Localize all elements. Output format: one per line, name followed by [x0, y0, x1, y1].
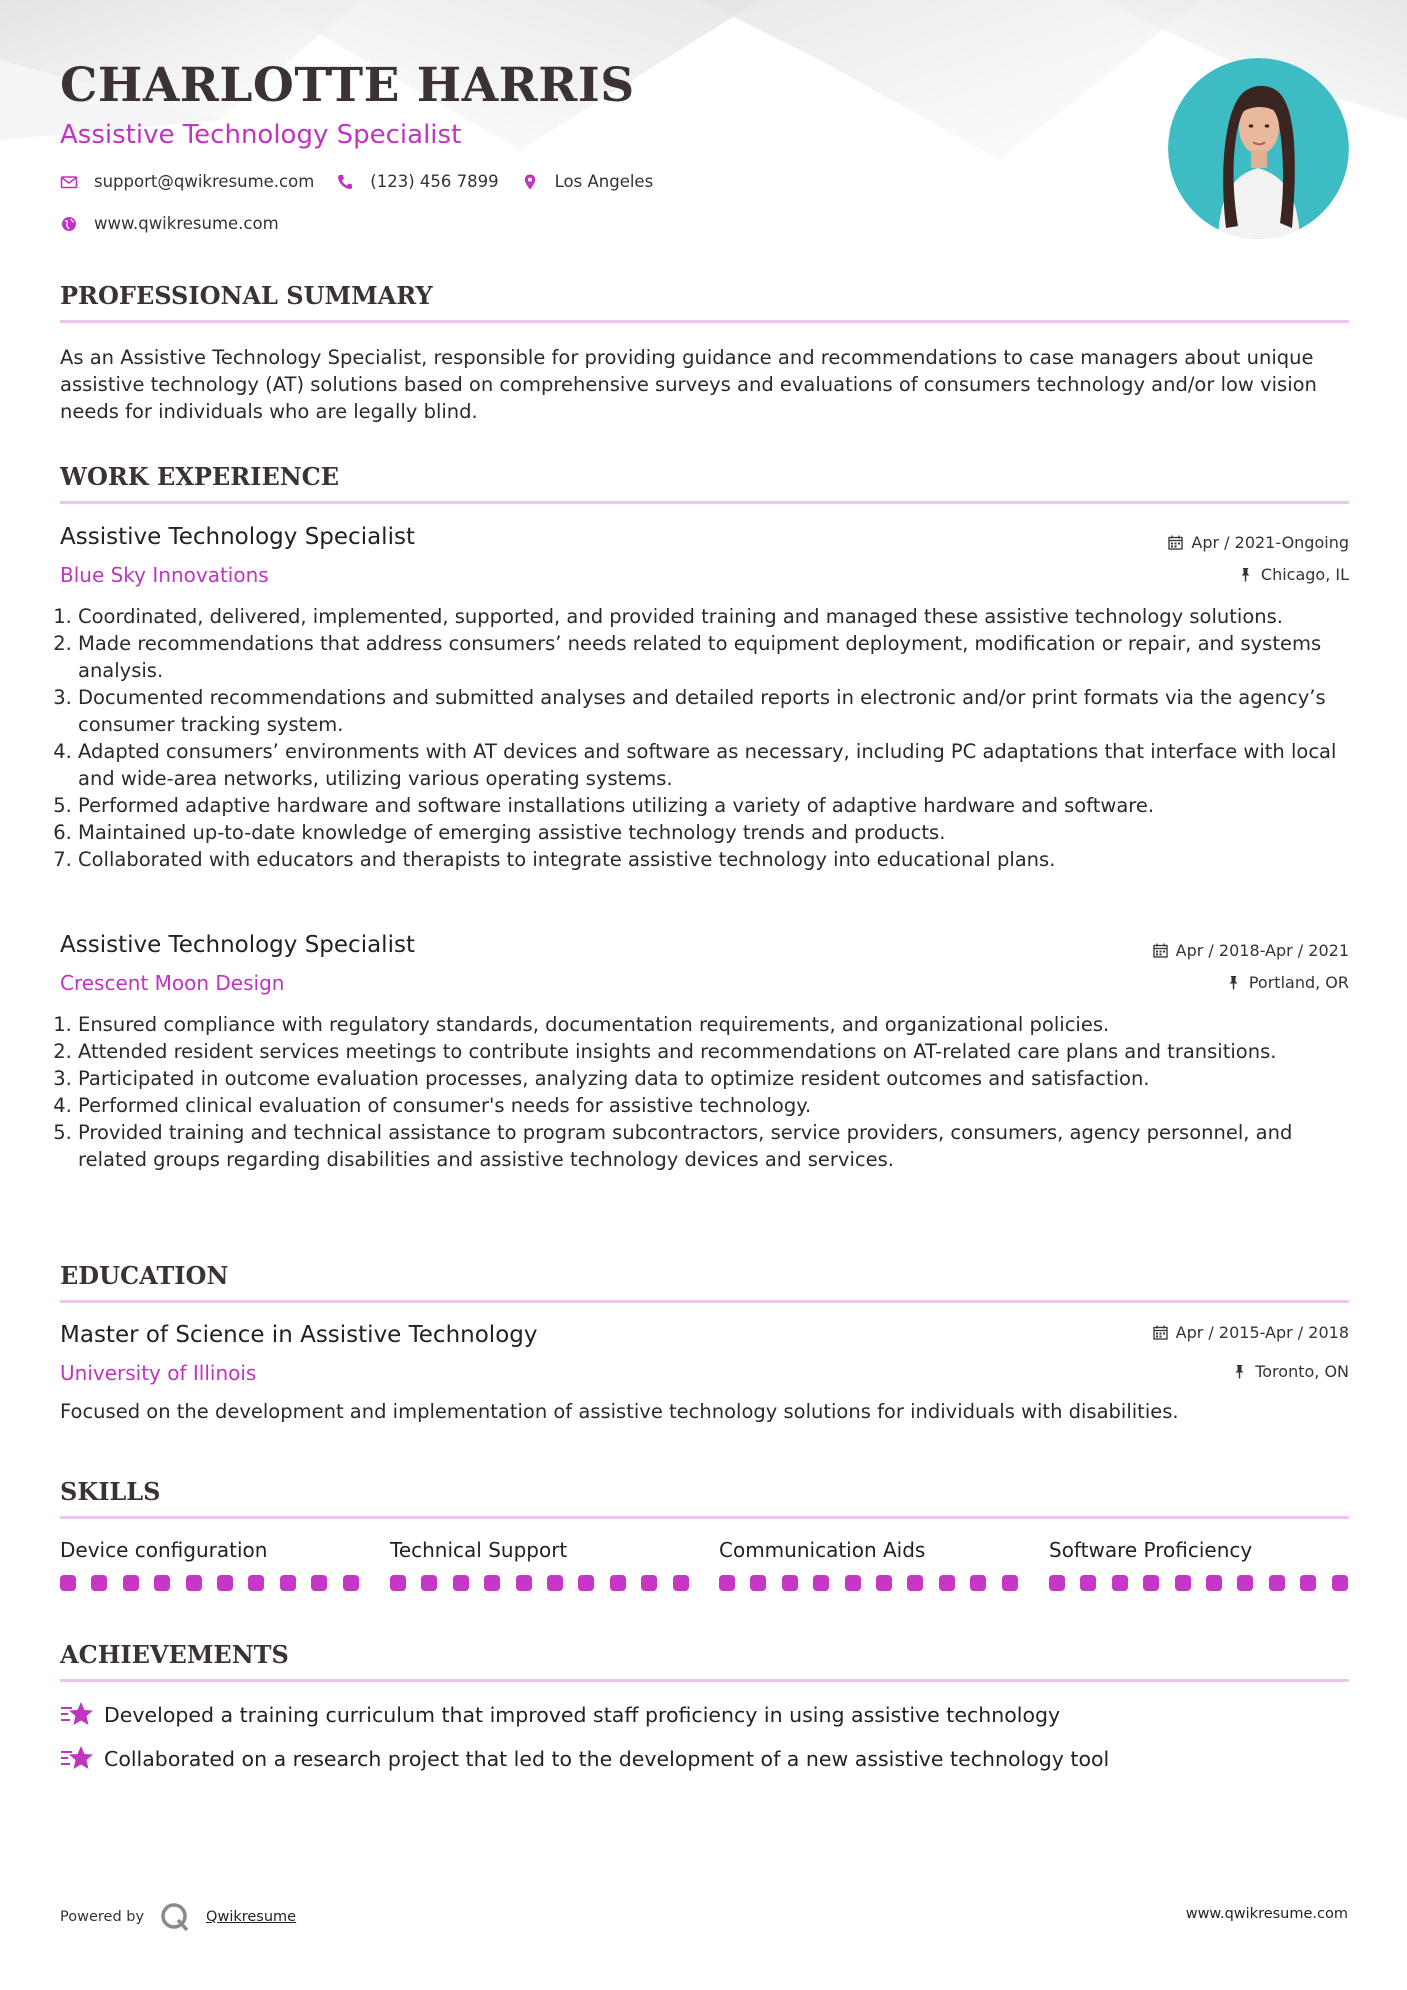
calendar-icon — [1153, 1325, 1168, 1340]
skill-rating-dot — [217, 1575, 233, 1591]
job-1-location — [1238, 565, 1349, 584]
list-item: 3. Documented recommendations and submitted analyses and detailed reports in electronic and/or print formats via the agency’s consumer tracking system. — [78, 684, 1367, 738]
achievement-2 — [60, 1744, 1109, 1774]
skill-rating-dot — [547, 1575, 563, 1591]
contact-website[interactable] — [60, 214, 279, 233]
phone-text: (123) 456 7899 — [370, 172, 499, 191]
skill-4-name: Software Proficiency — [1049, 1538, 1253, 1562]
job-2-location-text: Portland, OR — [1248, 973, 1349, 992]
list-item: 2. Made recommendations that address consumers’ needs related to equipment deployment, modification or repair, and systems analysis. — [78, 630, 1367, 684]
skill-rating-dot — [248, 1575, 264, 1591]
job-1-title: Assistive Technology Specialist — [60, 524, 415, 550]
skill-rating-dot — [610, 1575, 626, 1591]
star-award-icon — [60, 1700, 94, 1730]
achievement-1 — [60, 1700, 1060, 1730]
education-date — [1153, 1323, 1349, 1342]
list-item: 2. Attended resident services meetings to contribute insights and recommendations on AT-related care plans and transitions. — [78, 1038, 1367, 1065]
skill-1-rating — [60, 1575, 359, 1591]
experience-heading: WORK EXPERIENCE — [60, 462, 1349, 504]
envelope-icon — [60, 173, 78, 191]
list-item: 4. Performed clinical evaluation of consumer's needs for assistive technology. — [78, 1092, 1367, 1119]
footer-powered-by — [60, 1900, 296, 1934]
skill-rating-dot — [813, 1575, 829, 1591]
job-2-location — [1226, 973, 1349, 992]
qwikresume-logo-icon — [158, 1900, 192, 1934]
skill-rating-dot — [907, 1575, 923, 1591]
skill-3-name: Communication Aids — [719, 1538, 926, 1562]
skill-rating-dot — [1300, 1575, 1316, 1591]
footer-website[interactable]: www.qwikresume.com — [1185, 1906, 1348, 1922]
website-text: www.qwikresume.com — [94, 214, 279, 233]
skill-rating-dot — [1112, 1575, 1128, 1591]
powered-by-label: Powered by — [60, 1909, 145, 1925]
skill-rating-dot — [1269, 1575, 1285, 1591]
list-item: 3. Participated in outcome evaluation processes, analyzing data to optimize resident outcomes and satisfaction. — [78, 1065, 1367, 1092]
contact-row-1 — [60, 172, 675, 191]
skill-rating-dot — [1175, 1575, 1191, 1591]
location-text: Los Angeles — [554, 172, 654, 191]
skill-rating-dot — [641, 1575, 657, 1591]
skill-rating-dot — [1332, 1575, 1348, 1591]
skill-rating-dot — [154, 1575, 170, 1591]
skill-rating-dot — [484, 1575, 500, 1591]
list-item: 5. Provided training and technical assistance to program subcontractors, service providers, consumers, agency personnel, and related groups regarding disabilities and assistive technology devices and services. — [78, 1119, 1367, 1173]
education-heading: EDUCATION — [60, 1261, 1349, 1303]
list-item: 6. Maintained up-to-date knowledge of emerging assistive technology trends and products. — [78, 819, 1367, 846]
email-text: support@qwikresume.com — [94, 172, 315, 191]
skill-rating-dot — [1002, 1575, 1018, 1591]
skill-2-rating — [390, 1575, 689, 1591]
list-item: 7. Collaborated with educators and therapists to integrate assistive technology into educational plans. — [78, 846, 1367, 873]
skill-rating-dot — [673, 1575, 689, 1591]
education-description: Focused on the development and implementation of assistive technology solutions for individuals with disabilities. — [60, 1400, 1179, 1423]
avatar-portrait — [1168, 58, 1349, 239]
education-location-text: Toronto, ON — [1255, 1362, 1349, 1381]
qwikresume-link[interactable]: Qwikresume — [206, 1909, 297, 1925]
skill-rating-dot — [1049, 1575, 1065, 1591]
list-item: 1. Ensured compliance with regulatory standards, documentation requirements, and organizational policies. — [78, 1011, 1367, 1038]
contact-email[interactable] — [60, 172, 314, 191]
contact-phone[interactable] — [336, 172, 498, 191]
achievements-heading: ACHIEVEMENTS — [60, 1640, 1349, 1682]
list-item: 1. Coordinated, delivered, implemented, supported, and provided training and managed these assistive technology solutions. — [78, 603, 1367, 630]
summary-heading: PROFESSIONAL SUMMARY — [60, 281, 1349, 323]
skill-rating-dot — [1206, 1575, 1222, 1591]
skill-rating-dot — [970, 1575, 986, 1591]
education-school: University of Illinois — [60, 1361, 257, 1385]
skill-rating-dot — [343, 1575, 359, 1591]
pushpin-icon — [1238, 567, 1253, 582]
list-item: 4. Adapted consumers’ environments with AT devices and software as necessary, including PC adaptations that interface with local and wide-area networks, utilizing various operating systems. — [78, 738, 1367, 792]
skill-rating-dot — [939, 1575, 955, 1591]
summary-text: As an Assistive Technology Specialist, responsible for providing guidance and recommendations to case managers about unique assistive technology (AT) solutions based on comprehensive surveys and evaluations of consumers technology and/or low vision needs for individuals who are legally blind. — [60, 346, 1317, 423]
skill-rating-dot — [845, 1575, 861, 1591]
job-2-title: Assistive Technology Specialist — [60, 932, 415, 958]
skill-3-rating — [719, 1575, 1018, 1591]
skill-rating-dot — [91, 1575, 107, 1591]
job-1-bullets — [60, 603, 1367, 873]
map-pin-icon — [521, 173, 539, 191]
skill-rating-dot — [578, 1575, 594, 1591]
job-2-date-text: Apr / 2018-Apr / 2021 — [1175, 941, 1349, 960]
achievement-2-text: Collaborated on a research project that led to the development of a new assistive technology tool — [104, 1747, 1110, 1771]
skill-rating-dot — [1143, 1575, 1159, 1591]
skill-rating-dot — [516, 1575, 532, 1591]
skill-2-name: Technical Support — [390, 1538, 568, 1562]
education-location — [1232, 1362, 1349, 1381]
job-1-date — [1168, 533, 1349, 552]
achievement-1-text: Developed a training curriculum that improved staff proficiency in using assistive technology — [104, 1703, 1061, 1727]
skill-rating-dot — [421, 1575, 437, 1591]
skill-rating-dot — [60, 1575, 76, 1591]
skill-4-rating — [1049, 1575, 1348, 1591]
job-2-bullets — [60, 1011, 1367, 1173]
profile-photo — [1168, 58, 1349, 239]
candidate-name: CHARLOTTE HARRIS — [60, 58, 635, 113]
skill-rating-dot — [453, 1575, 469, 1591]
contact-location — [521, 172, 654, 191]
star-award-icon — [60, 1744, 94, 1774]
job-2-company: Crescent Moon Design — [60, 971, 285, 995]
skill-rating-dot — [280, 1575, 296, 1591]
globe-icon — [60, 215, 78, 233]
skill-rating-dot — [719, 1575, 735, 1591]
education-degree: Master of Science in Assistive Technology — [60, 1322, 538, 1348]
skill-rating-dot — [1080, 1575, 1096, 1591]
job-2-date — [1153, 941, 1349, 960]
calendar-icon — [1168, 535, 1183, 550]
pushpin-icon — [1226, 975, 1241, 990]
education-date-text: Apr / 2015-Apr / 2018 — [1175, 1323, 1349, 1342]
job-1-location-text: Chicago, IL — [1260, 565, 1349, 584]
skill-rating-dot — [1237, 1575, 1253, 1591]
skill-rating-dot — [390, 1575, 406, 1591]
list-item: 5. Performed adaptive hardware and software installations utilizing a variety of adaptive hardware and software. — [78, 792, 1367, 819]
skill-rating-dot — [750, 1575, 766, 1591]
contact-row-2 — [60, 214, 301, 233]
skill-1-name: Device configuration — [60, 1538, 268, 1562]
job-1-date-text: Apr / 2021-Ongoing — [1191, 533, 1349, 552]
candidate-title: Assistive Technology Specialist — [60, 120, 462, 150]
job-1-company: Blue Sky Innovations — [60, 563, 269, 587]
skill-rating-dot — [782, 1575, 798, 1591]
pushpin-icon — [1232, 1364, 1247, 1379]
phone-icon — [336, 173, 354, 191]
skill-rating-dot — [876, 1575, 892, 1591]
skill-rating-dot — [311, 1575, 327, 1591]
skill-rating-dot — [186, 1575, 202, 1591]
calendar-icon — [1153, 943, 1168, 958]
skill-rating-dot — [123, 1575, 139, 1591]
skills-heading: SKILLS — [60, 1477, 1349, 1519]
